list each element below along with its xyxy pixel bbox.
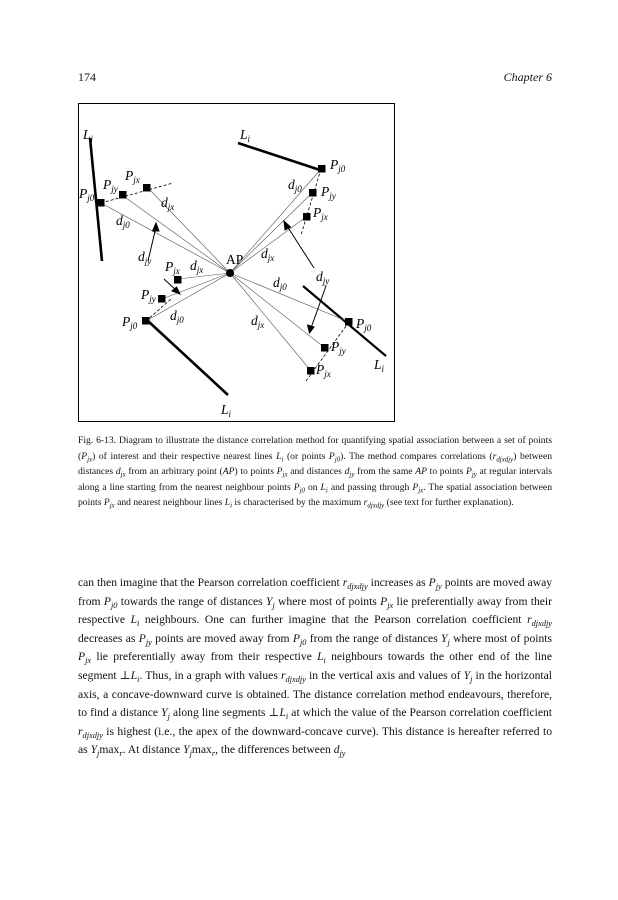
label-li-top: $L_i$ xyxy=(240,127,251,144)
label-pjx-top: $P_{jx}$ xyxy=(313,205,328,222)
chapter-title: Chapter 6 xyxy=(503,70,552,84)
label-djy-right: $d_{jy}$ xyxy=(316,269,330,286)
label-dj0-right: $d_{j0}$ xyxy=(273,275,287,292)
point-pjx-right xyxy=(307,367,315,375)
label-dj0-top: $d_{j0}$ xyxy=(288,177,302,194)
label-dj0-lower: $d_{j0}$ xyxy=(170,308,184,325)
page-header xyxy=(78,70,552,86)
label-pj0-top: $P_{j0}$ xyxy=(330,157,346,174)
point-ap xyxy=(226,269,234,277)
label-pjx-right: $P_{jx}$ xyxy=(316,362,331,379)
point-pj0-left xyxy=(97,199,105,207)
label-li-right: $L_i$ xyxy=(374,357,385,374)
label-dj0-left: $d_{j0}$ xyxy=(116,213,130,230)
label-pj0-lower: $P_{j0}$ xyxy=(122,314,138,331)
label-pjy-lower: $P_{jy}$ xyxy=(141,287,156,304)
label-djx-mid: $d_{jx}$ xyxy=(190,258,204,275)
point-pjy-right xyxy=(321,344,329,352)
point-pj0-top xyxy=(318,165,326,173)
diagram-svg xyxy=(78,103,395,423)
label-djx-lower: $d_{jx}$ xyxy=(251,313,265,330)
label-pjx-left: $P_{jx}$ xyxy=(125,168,140,185)
label-pj0-right: $P_{j0}$ xyxy=(356,316,372,333)
point-pj0-lower xyxy=(142,317,150,325)
point-pjy-left xyxy=(119,191,127,199)
label-li-left: $L_i$ xyxy=(83,127,94,144)
label-djx-left: $d_{jx}$ xyxy=(161,195,175,212)
figure-caption: Fig. 6-13. Diagram to illustrate the distance correlation method for quantifying spatial association between a set of points $(P_{jx})$ of interest and their respective nearest lines $L_i$ (or points $P_{j0}$). The method compares correlations $(r_{djxdjy})$ between distances $d_{jx}$ from an arbitrary point (AP) to points $P_{jx}$ and distances $d_{jy}$ from the same AP to points $P_{jy}$ at regular intervals along a line starting from the nearest neighbour points $P_{j0}$ on $L_i$ and passing through $P_{jx}$. The spatial association between points $P_{jx}$ and nearest neighbour lines $L_i$ is characterised by the maximum $r_{djxdjy}$ (see text for further explanation). xyxy=(78,435,553,510)
body-paragraph: can then imagine that the Pearson correlation coefficient $r_{djxdjy}$ increases as $P_{jy}$ points are moved away from $P_{j0}$ towards the range of distances $Y_j$ where most of points $P_{jx}$ lie preferentially away from their respective $L_i$ neighbours. One can further imagine that the Pearson correlation coefficient $r_{djxdjy}$ decreases as $P_{jy}$ points are moved away from $P_{j0}$ from the range of distances $Y_j$ where most of points $P_{jx}$ lie preferentially away from their respective $L_i$ neighbours towards the other end of the line segment $\perp L_i$. Thus, in a graph with values $r_{djxdjy}$ in the vertical axis and values of $Y_j$ in the horizontal axis, a concave-downward curve is obtained. The distance correlation method endeavours, therefore, to find a distance $Y_j$ along line segments $\perp L_i$ at which the value of the Pearson correlation coefficient $r_{djxdjy}$ is highest (i.e., the apex of the downward-concave curve). This distance is hereafter referred to as $Y_j\max_r$. At distance $Y_j\max_r$, the differences between $d_{jy}$ xyxy=(78,576,553,759)
label-li-bottom: $L_i$ xyxy=(221,402,232,419)
label-pj0-left: $P_{j0}$ xyxy=(79,186,95,203)
figure-diagram xyxy=(78,103,395,423)
point-pjx-left xyxy=(143,184,151,192)
point-pjy-lower xyxy=(158,295,166,303)
point-pj0-right xyxy=(345,318,353,326)
label-pjx-mid: $P_{jx}$ xyxy=(165,259,180,276)
label-pjy-left: $P_{jy}$ xyxy=(103,177,118,194)
label-djy-left: $d_{jy}$ xyxy=(138,249,152,266)
label-pjy-right: $P_{jy}$ xyxy=(331,339,346,356)
point-pjx-top xyxy=(303,213,311,221)
label-ap: AP xyxy=(226,252,244,267)
label-pjy-top: $P_{jy}$ xyxy=(321,184,336,201)
point-pjy-top xyxy=(309,189,317,197)
point-pjx-mid xyxy=(174,276,182,284)
label-djx-top: $d_{jx}$ xyxy=(261,246,275,263)
caption-fig-label: Fig. 6-13. xyxy=(78,435,117,446)
page-number: 174 xyxy=(78,70,96,84)
